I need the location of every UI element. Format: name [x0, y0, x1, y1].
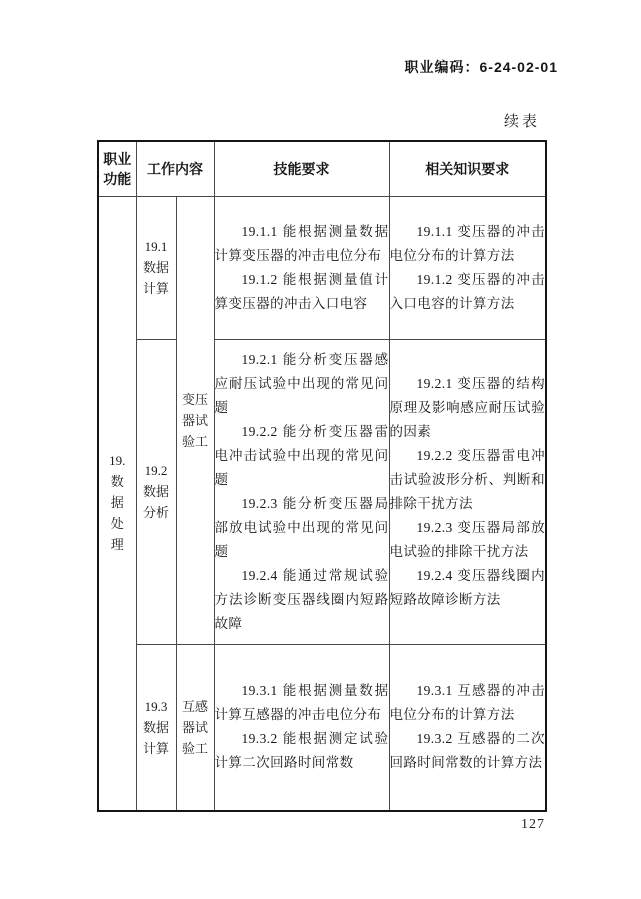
- job-function-name: 数据处理: [110, 474, 124, 553]
- header-skill-requirements: 技能要求: [214, 141, 389, 196]
- knowledge-item: 19.2.4 变压器线圈内短路故障诊断方法: [389, 567, 545, 607]
- knowledge-item: 19.2.1 变压器的结构原理及影响感应耐压试验的因素: [389, 375, 545, 439]
- skill-requirements-cell: [214, 339, 389, 644]
- skill-item: 19.1.2 能根据测量值计算变压器的冲击入口电容: [214, 271, 389, 311]
- knowledge-item: 19.2.3 变压器局部放电试验的排除干扰方法: [389, 519, 545, 559]
- knowledge-item: 19.2.2 变压器雷电冲击试验波形分析、判断和排除干扰方法: [389, 447, 545, 511]
- knowledge-requirements-cell: [389, 644, 546, 811]
- work-item-code: 19.2: [144, 463, 168, 478]
- skill-item: 19.3.2 能根据测定试验计算二次回路时间常数: [214, 731, 389, 771]
- work-item-code: 19.3: [144, 698, 168, 714]
- job-function-number: 19.: [109, 453, 126, 469]
- header-job-function: [98, 141, 136, 196]
- table-row: [98, 196, 546, 339]
- occupation-code: 职业编码：6-24-02-01: [404, 59, 558, 75]
- knowledge-item: 19.3.2 互感器的二次回路时间常数的计算方法: [389, 731, 545, 771]
- knowledge-item: 19.3.1 互感器的冲击电位分布的计算方法: [389, 683, 545, 723]
- work-item-code: 19.1: [144, 239, 168, 254]
- work-item-name: 数据计算: [142, 260, 169, 296]
- skill-item: 19.2.1 能分析变压器感应耐压试验中出现的常见问题: [214, 351, 389, 415]
- occupational-standard-table: [97, 140, 547, 812]
- knowledge-item: 19.1.1 变压器的冲击电位分布的计算方法: [389, 223, 545, 263]
- skill-item: 19.2.4 能通过常规试验方法诊断变压器线圈内短路故障: [214, 567, 389, 631]
- header-knowledge-requirements: 相关知识要求: [389, 141, 546, 196]
- job-function-cell: [98, 196, 136, 811]
- trade-name: 变压器试验工: [181, 391, 208, 449]
- header-work-content: 工作内容: [136, 141, 214, 196]
- knowledge-requirements-cell: [389, 339, 546, 644]
- table-row: [98, 339, 546, 644]
- table-header-row: [98, 141, 546, 196]
- work-item-name: 数据分析: [142, 484, 169, 520]
- knowledge-requirements-cell: [389, 196, 546, 339]
- knowledge-item: 19.1.2 变压器的冲击入口电容的计算方法: [389, 271, 545, 311]
- trade-name: 互感器试验工: [181, 698, 208, 756]
- trade-cell-transformer-tester: [176, 196, 214, 644]
- skill-requirements-cell: [214, 196, 389, 339]
- header-job-function-label: 职业功能: [103, 150, 132, 187]
- table-row: [98, 644, 546, 811]
- skill-item: 19.2.2 能分析变压器雷电冲击试验中出现的常见问题: [214, 423, 389, 487]
- skill-item: 19.2.3 能分析变压器局部放电试验中出现的常见问题: [214, 495, 389, 559]
- page-number: 127: [521, 817, 545, 832]
- skill-requirements-cell: [214, 644, 389, 811]
- continued-table-label: 续表: [503, 114, 540, 130]
- skill-item: 19.1.1 能根据测量数据计算变压器的冲击电位分布: [214, 223, 389, 263]
- work-item-cell: [136, 196, 176, 339]
- work-item-cell: [136, 339, 176, 644]
- work-item-cell: [136, 644, 176, 811]
- skill-item: 19.3.1 能根据测量数据计算互感器的冲击电位分布: [214, 683, 389, 723]
- work-item-name: 数据计算: [142, 719, 169, 756]
- trade-cell-instrument-transformer-tester: [176, 644, 214, 811]
